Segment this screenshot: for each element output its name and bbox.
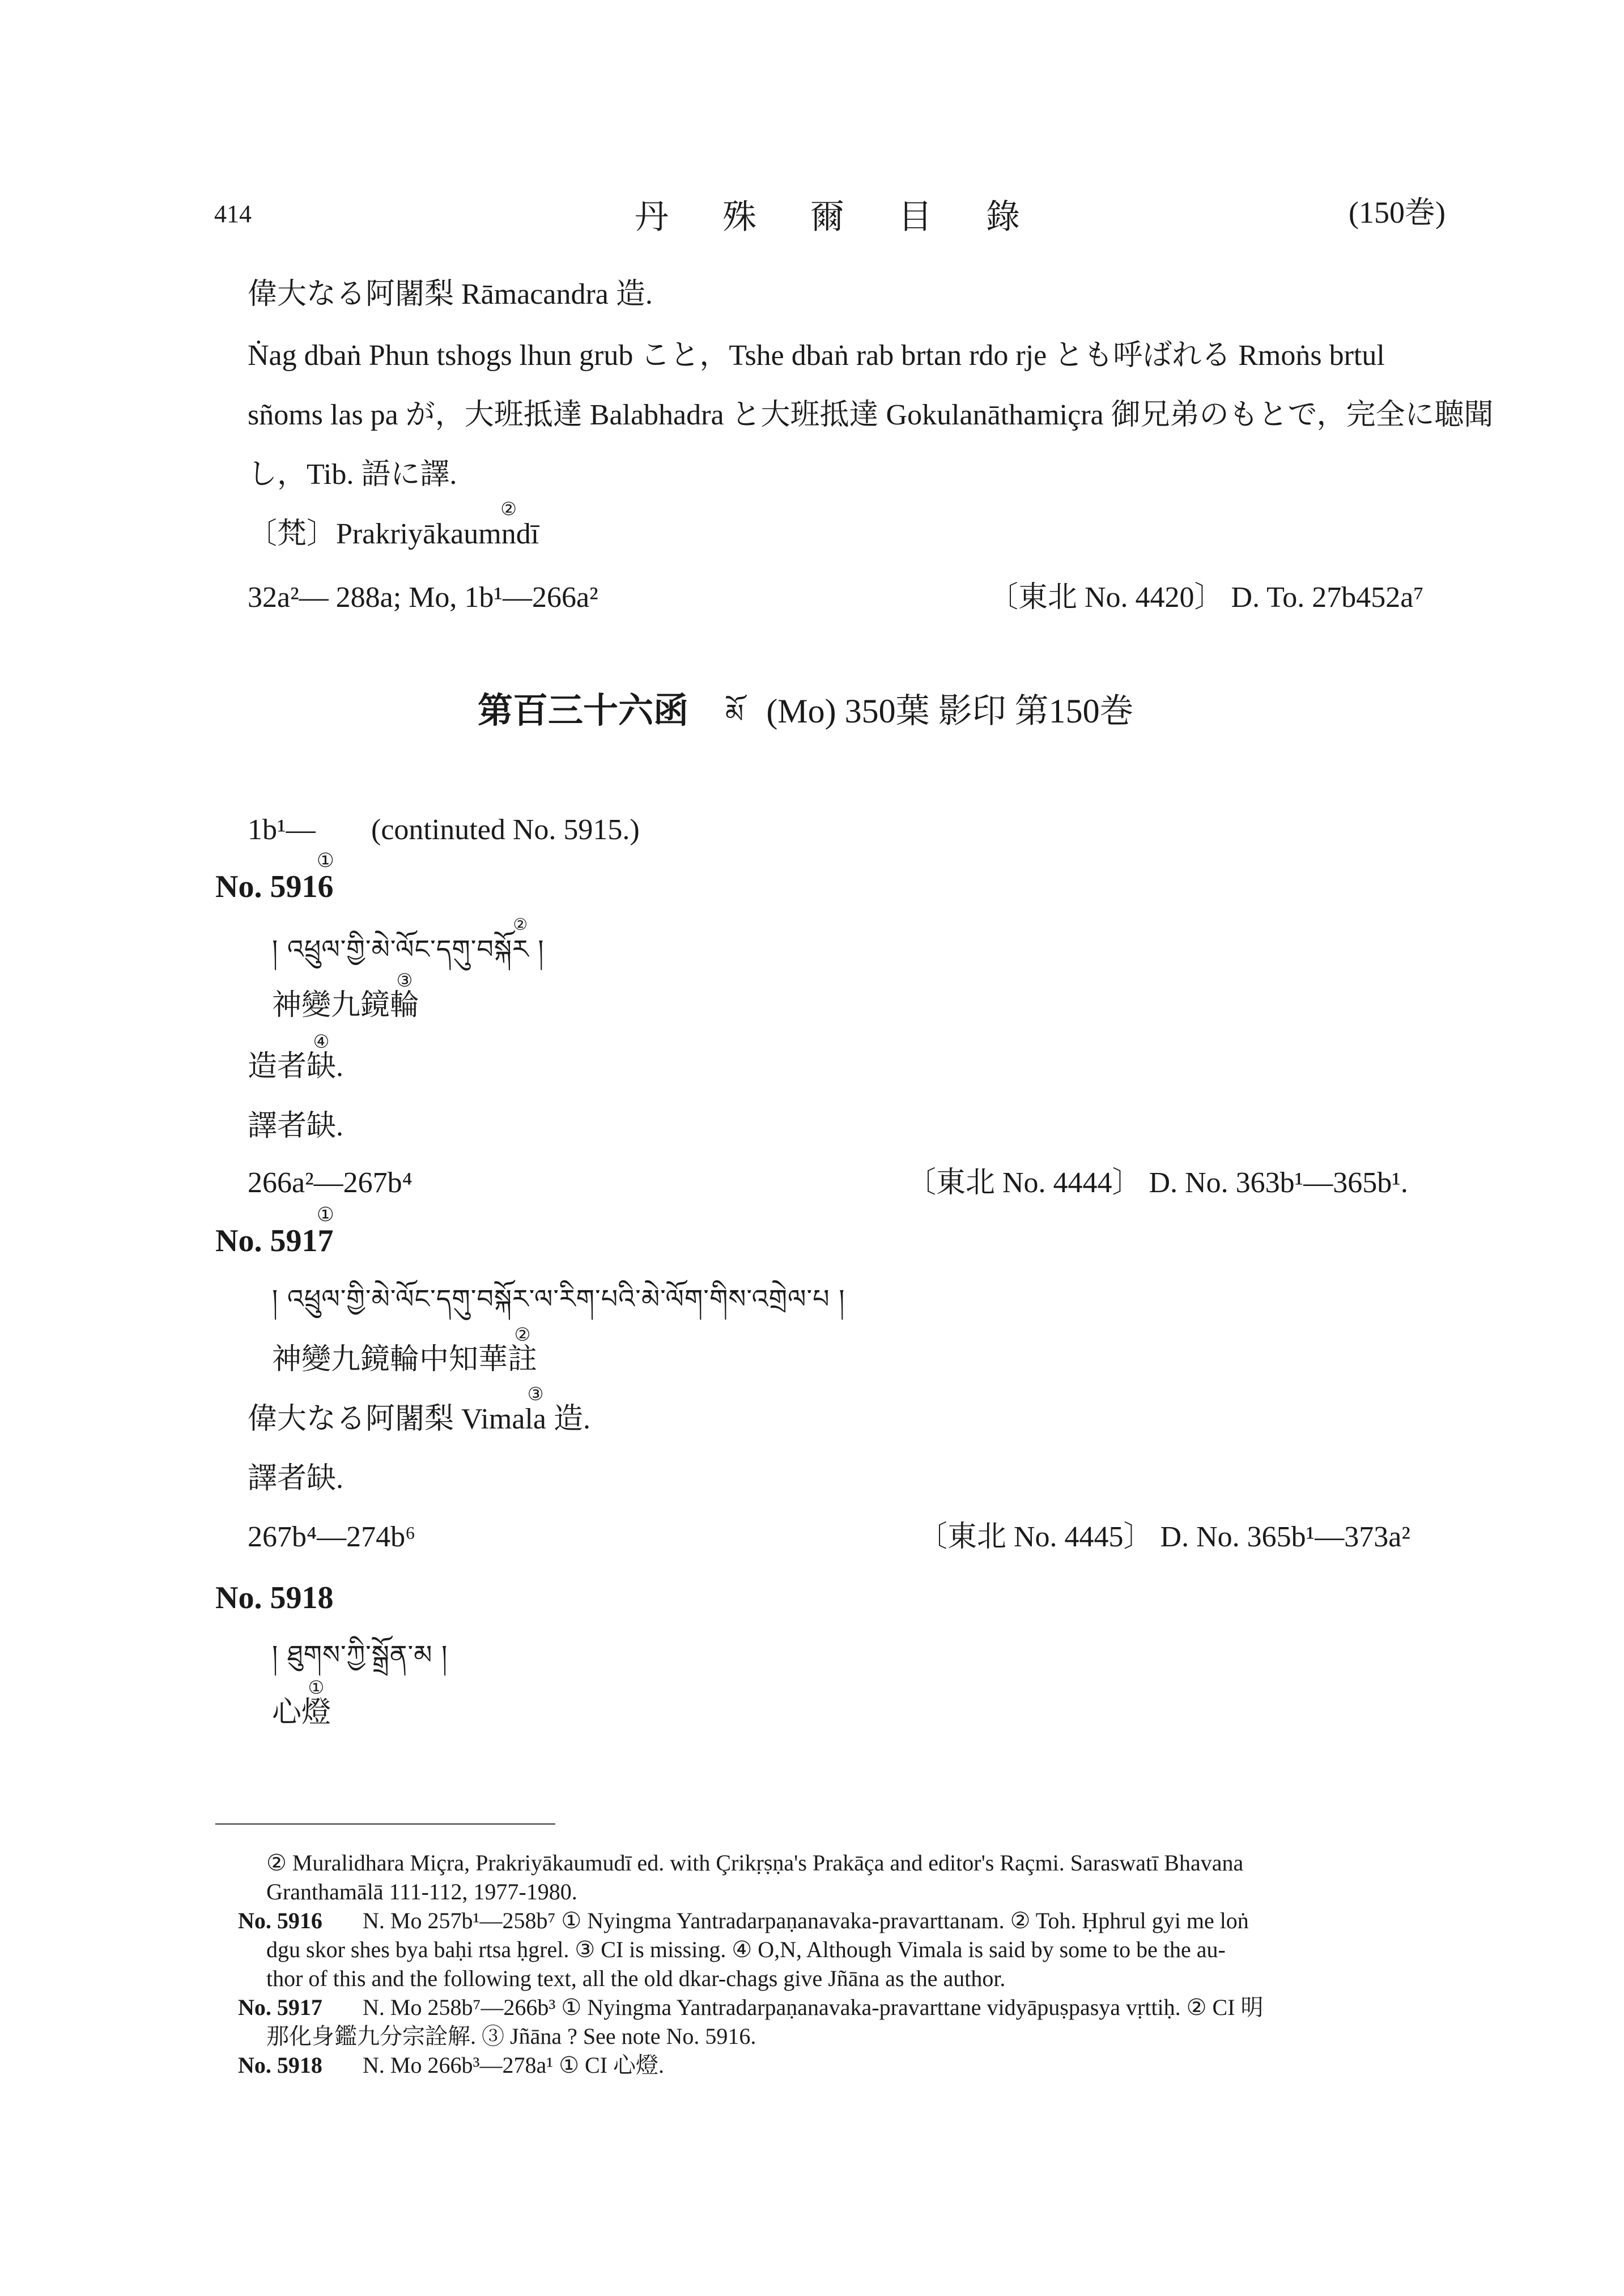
- tibetan-title-5916: ། འཕྲུལ་གྱི་མེ་ལོང་དགུ་བསྐོ② ར །: [272, 932, 544, 966]
- prev-author: 偉大なる阿闍梨 Rāmacandra 造.: [248, 278, 653, 311]
- continuation-ref: 1b¹—: [248, 814, 316, 846]
- section-heading: 第百三十六函 མོ (Mo) 350葉 影印 第150巻: [478, 692, 1134, 730]
- footnote-marker-3: ③ la: [525, 1402, 546, 1436]
- footnote-5916-line3: thor of this and the following text, all the old dkar-chags give Jñāna as the author.: [266, 1966, 1006, 1991]
- footnote-5916-number: No. 5916: [238, 1908, 322, 1933]
- footnote-marker-2: ② ར: [512, 932, 529, 966]
- footnote-5917-line1: N. Mo 258b⁷—266b³ ① Nyingma Yantradarpaṇanavaka-pravarttane vidyāpuṣpasya vṛttiḥ. ② CI 明: [363, 1995, 1264, 2020]
- prev-ref-left: 32a²— 288a; Mo, 1b¹—266a²: [248, 581, 598, 614]
- footnote-5917-line2: 那化身鑑九分宗詮解. ③ Jñāna ? See note No. 5916.: [266, 2023, 756, 2049]
- footnote-marker-1: ① 燈: [301, 1696, 331, 1730]
- volume-label: (150巻): [1349, 195, 1446, 229]
- tibetan-title-5918: ། ཐུགས་ཀྱི་སྒྲོན་མ །: [272, 1639, 448, 1670]
- ref-left-5917: 267b⁴—274b⁶: [248, 1521, 416, 1553]
- prev-translation-line2: sñoms las pa が，大班抵達 Balabhadra と大班抵達 Gokulanāthamiçra 御兄弟のもとで，完全に聴聞: [248, 399, 1494, 431]
- author-5917: 偉大なる阿闍梨 Vima③ la 造.: [248, 1402, 590, 1436]
- footnote-marker-1: ① 7: [317, 1224, 333, 1258]
- chinese-title-5916: 神變九鏡③ 輪: [272, 989, 419, 1023]
- footnote-marker-1: ① 6: [317, 870, 333, 904]
- chinese-title-5918: 心① 燈: [272, 1696, 331, 1730]
- prev-translation-line1: Ṅag dbaṅ Phun tshogs lhun grub こと，Tshe dbaṅ rab brtan rdo rje とも呼ばれる Rmoṅs brtul: [248, 339, 1385, 372]
- running-title: 丹 殊 爾 目 錄: [635, 198, 1043, 236]
- continuation-note: (continuted No. 5915.): [371, 814, 640, 846]
- footnote-5916-line1: N. Mo 257b¹—258b⁷ ① Nyingma Yantradarpaṇanavaka-pravarttanam. ② Toh. Ḥphrul gyi me loṅ: [363, 1908, 1249, 1933]
- ref-right-5916: 〔東北 No. 4444〕 D. No. 363b¹—365b¹.: [907, 1167, 1408, 1199]
- ref-left-5916: 266a²—267b⁴: [248, 1167, 413, 1199]
- prev-sanskrit-title: 〔梵〕Prakriyākaum② ndī: [248, 517, 539, 551]
- footnote-5918-number: No. 5918: [238, 2052, 322, 2078]
- footnote-marker-4: ④ 缺: [307, 1050, 336, 1084]
- translator-5917: 譯者缺.: [248, 1462, 344, 1495]
- footnote-marker-3: ③ 輪: [390, 989, 419, 1023]
- entry-number-5917: No. 591① 7: [215, 1224, 333, 1258]
- footnote-rule: [215, 1823, 555, 1825]
- prev-ref-right: 〔東北 No. 4420〕 D. To. 27b452a⁷: [989, 581, 1424, 614]
- footnote-prev-line1: ② Muralidhara Miçra, Prakriyākaumudī ed. with Çrikṛṣṇa's Prakāça and editor's Raçmi. Saraswatī Bhavana: [266, 1850, 1244, 1876]
- tibetan-title-5917: ། འཕྲུལ་གྱི་མེ་ལོང་དགུ་བསྐོར་ལ་རིག་པའི་མེ་ལོག་གིས་འགྲེལ་པ །: [272, 1283, 845, 1314]
- footnote-5917-number: No. 5917: [238, 1995, 322, 2020]
- translator-5916: 譯者缺.: [248, 1110, 344, 1142]
- page-number: 414: [214, 200, 252, 228]
- footnote-marker-2: ② n: [501, 517, 516, 551]
- ref-right-5917: 〔東北 No. 4445〕 D. No. 365b¹—373a²: [918, 1521, 1410, 1553]
- footnote-marker-2: ② 註: [508, 1343, 537, 1377]
- chinese-title-5917: 神變九鏡輪中知華② 註: [272, 1343, 537, 1377]
- prev-translation-line3: し，Tib. 語に譯.: [248, 458, 457, 491]
- author-5916: 造者④ 缺.: [248, 1050, 343, 1084]
- entry-number-5918: No. 5918: [215, 1580, 334, 1615]
- entry-number-5916: No. 591① 6: [215, 870, 333, 904]
- footnote-prev-line2: Granthamālā 111-112, 1977-1980.: [266, 1879, 577, 1904]
- footnote-5918-line1: N. Mo 266b³—278a¹ ① CI 心燈.: [363, 2052, 665, 2078]
- footnote-5916-line2: dgu skor shes bya baḥi rtsa ḥgrel. ③ CI is missing. ④ O,N, Although Vimala is said by some to be the au-: [266, 1937, 1226, 1962]
